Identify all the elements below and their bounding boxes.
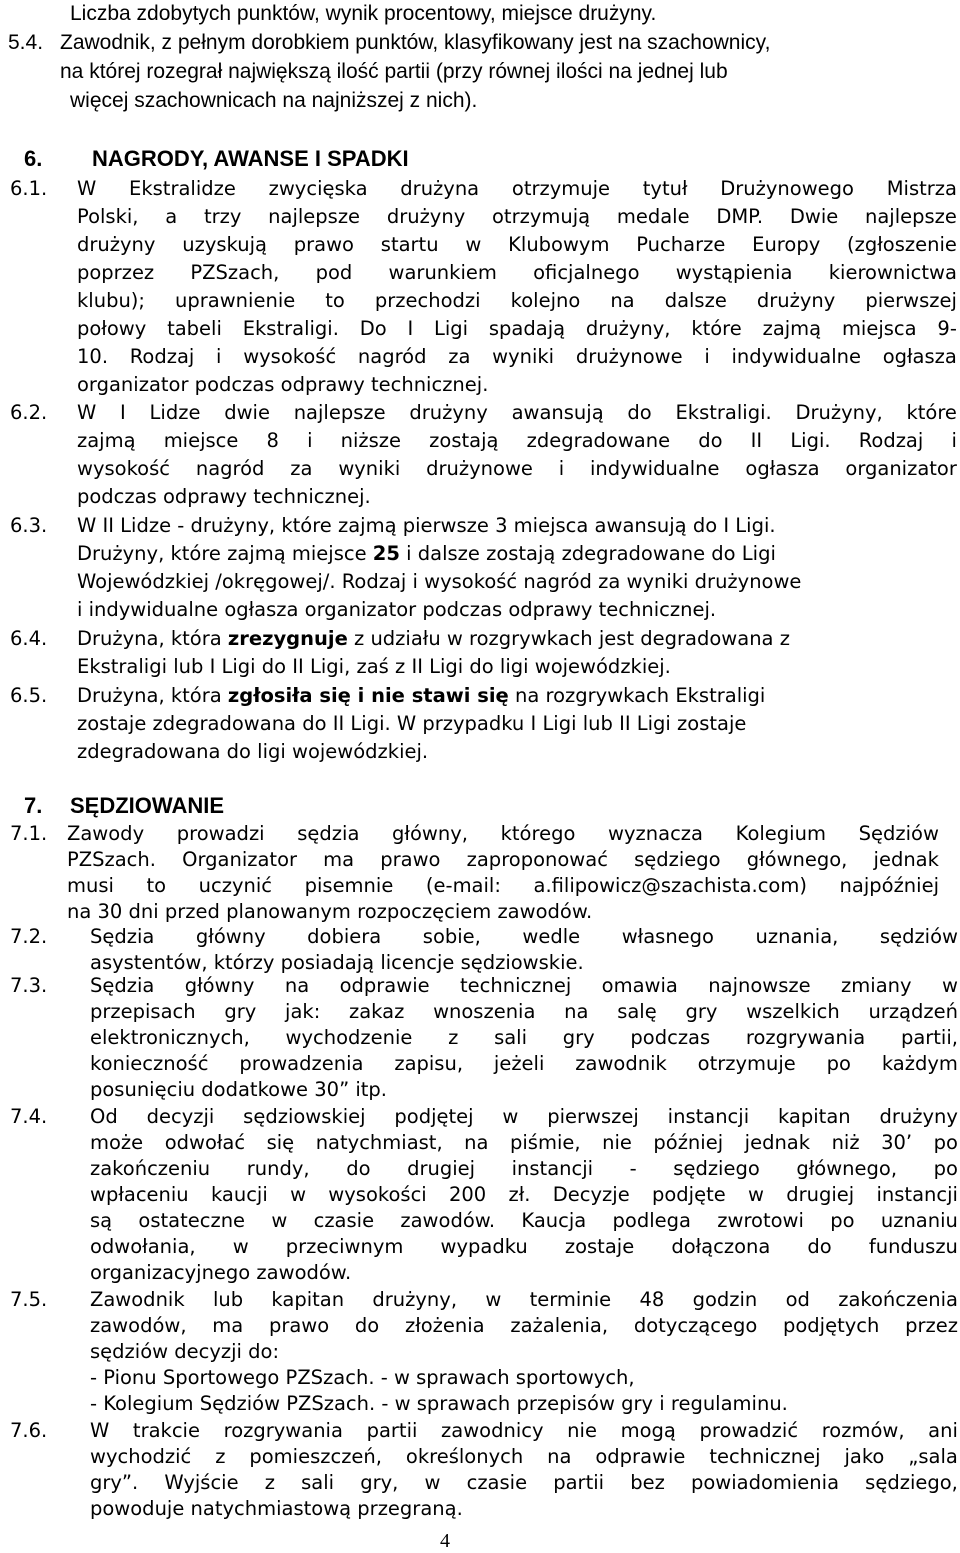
text-line: PZSzach. Organizator ma prawo zaproponować sędziego głównego, jednak bbox=[67, 848, 939, 871]
text-line: 10. Rodzaj i wysokość nagród za wyniki drużynowe i indywidualne ogłasza bbox=[77, 345, 957, 368]
text-line: odwołania, w przeciwnym wypadku zostaje dołączona do funduszu bbox=[90, 1235, 958, 1258]
text-line: elektronicznych, wychodzenie z sali gry podczas rozgrywania partii, bbox=[90, 1026, 958, 1049]
section-number: 7. bbox=[24, 793, 43, 818]
text-line: zostaje zdegradowana do II Ligi. W przypadku I Ligi lub II Ligi zostaje bbox=[77, 712, 747, 735]
paragraph-number: 6.2. bbox=[10, 401, 48, 424]
section-heading: NAGRODY, AWANSE I SPADKI bbox=[92, 146, 409, 171]
text-line: asystentów, którzy posiadają licencje sędziowskie. bbox=[90, 951, 584, 974]
text-line: - Pionu Sportowego PZSzach. - w sprawach sportowych, bbox=[90, 1366, 635, 1389]
section-heading: SĘDZIOWANIE bbox=[70, 793, 225, 818]
text-line: zakończeniu rundy, do drugiej instancji - sędziego głównego, po bbox=[90, 1157, 958, 1180]
paragraph-number: 7.3. bbox=[10, 974, 48, 997]
section-number: 6. bbox=[24, 146, 43, 171]
text-line: musi to uczynić pisemnie (e-mail: a.filipowicz@szachista.com) najpóźniej bbox=[67, 874, 939, 897]
text-line: Drużyny, które zajmą miejsce 25 i dalsze zostają zdegradowane do Ligi bbox=[77, 542, 776, 565]
text-line: Ekstraligi lub I Ligi do II Ligi, zaś z II Ligi do ligi wojewódzkiej. bbox=[77, 655, 671, 678]
text-line: Sędzia główny dobiera sobie, wedle własnego uznania, sędziów bbox=[90, 925, 958, 948]
text-line: zdegradowana do ligi wojewódzkiej. bbox=[77, 740, 429, 763]
text-line: wychodzić z pomieszczeń, określonych na odprawie technicznej jako „sala bbox=[90, 1445, 958, 1468]
text-line: drużyny uzyskują prawo startu w Klubowym Pucharze Europy (zgłoszenie bbox=[77, 233, 957, 256]
text-line: podczas odprawy technicznej. bbox=[77, 485, 371, 508]
text-line: zajmą miejsce 8 i niższe zostają zdegradowane do II Ligi. Rodzaj i bbox=[77, 429, 957, 452]
text-line: wpłaceniu kaucji w wysokości 200 zł. Decyzje podjęte w drugiej instancji bbox=[90, 1183, 958, 1206]
bold-phrase: zgłosiła się i nie stawi się bbox=[227, 684, 509, 707]
text-line: organizacyjnego zawodów. bbox=[90, 1261, 352, 1284]
text-line: W Ekstralidze zwycięska drużyna otrzymuje tytuł Drużynowego Mistrza bbox=[77, 177, 957, 200]
text-line: wysokość nagród za wyniki drużynowe i indywidualne ogłasza organizator bbox=[77, 457, 957, 480]
bold-phrase: zrezygnuje bbox=[227, 627, 348, 650]
text-line: powoduje natychmiastową przegraną. bbox=[90, 1497, 463, 1520]
text-line: może odwołać się natychmiast, na piśmie, nie później jednak niż 30’ po bbox=[90, 1131, 958, 1154]
text-line: Liczba zdobytych punktów, wynik procentowy, miejsce drużyny. bbox=[70, 2, 657, 25]
text-line: sędziów decyzji do: bbox=[90, 1340, 280, 1363]
text-line: konieczność prowadzenia zapisu, jeżeli zawodnik otrzymuje po każdym bbox=[90, 1052, 958, 1075]
text-line: przepisach gry jak: zakaz wnoszenia na salę gry wszelkich urządzeń bbox=[90, 1000, 958, 1023]
text-line: posunięciu dodatkowe 30” itp. bbox=[90, 1078, 388, 1101]
text-line: Zawodnik lub kapitan drużyny, w terminie 48 godzin od zakończenia bbox=[90, 1288, 958, 1311]
text-line: Zawody prowadzi sędzia główny, którego wyznacza Kolegium Sędziów bbox=[67, 822, 939, 845]
text-line: Sędzia główny na odprawie technicznej omawia najnowsze zmiany w bbox=[90, 974, 958, 997]
text-line: - Kolegium Sędziów PZSzach. - w sprawach przepisów gry i regulaminu. bbox=[90, 1392, 788, 1415]
bold-number: 25 bbox=[372, 542, 400, 565]
paragraph-number: 7.2. bbox=[10, 925, 48, 948]
text-line: Drużyna, która zrezygnuje z udziału w rozgrywkach jest degradowana z bbox=[77, 627, 790, 650]
page-number: 4 bbox=[440, 1530, 450, 1552]
text-line: połowy tabeli Ekstraligi. Do I Ligi spadają drużyny, które zajmą miejsca 9- bbox=[77, 317, 957, 340]
text-line: Od decyzji sędziowskiej podjętej w pierwszej instancji kapitan drużyny bbox=[90, 1105, 958, 1128]
paragraph-number: 7.6. bbox=[10, 1419, 48, 1442]
text-line: są ostateczne w czasie zawodów. Kaucja podlega zwrotowi po uznaniu bbox=[90, 1209, 958, 1232]
text-line: W I Lidze dwie najlepsze drużyny awansują do Ekstraligi. Drużyny, które bbox=[77, 401, 957, 424]
paragraph-number: 6.5. bbox=[10, 684, 48, 707]
paragraph-number: 6.1. bbox=[10, 177, 48, 200]
text-line: zawodów, ma prawo do złożenia zażalenia, dotyczącego podjętych przez bbox=[90, 1314, 958, 1337]
paragraph-number: 7.4. bbox=[10, 1105, 48, 1128]
text-line: W II Lidze - drużyny, które zajmą pierwsze 3 miejsca awansują do I Ligi. bbox=[77, 514, 776, 537]
text-line: więcej szachownicach na najniższej z nich). bbox=[70, 89, 478, 112]
text-line: na której rozegrał największą ilość partii (przy równej ilości na jednej lub bbox=[60, 60, 728, 83]
text-line: gry”. Wyjście z sali gry, w czasie partii bez powiadomienia sędziego, bbox=[90, 1471, 958, 1494]
paragraph-number: 6.3. bbox=[10, 514, 48, 537]
text-line: Drużyna, która zgłosiła się i nie stawi się na rozgrywkach Ekstraligi bbox=[77, 684, 766, 707]
text-line: organizator podczas odprawy technicznej. bbox=[77, 373, 489, 396]
text-line: Polski, a trzy najlepsze drużyny otrzymują medale DMP. Dwie najlepsze bbox=[77, 205, 957, 228]
paragraph-number: 6.4. bbox=[10, 627, 48, 650]
text-line: i indywidualne ogłasza organizator podczas odprawy technicznej. bbox=[77, 598, 717, 621]
text-line: W trakcie rozgrywania partii zawodnicy nie mogą prowadzić rozmów, ani bbox=[90, 1419, 958, 1442]
text-line: Wojewódzkiej /okręgowej/. Rodzaj i wysokość nagród za wyniki drużynowe bbox=[77, 570, 802, 593]
text-line: poprzez PZSzach, pod warunkiem oficjalnego wystąpienia kierownictwa bbox=[77, 261, 957, 284]
text-line: na 30 dni przed planowanym rozpoczęciem zawodów. bbox=[67, 900, 593, 923]
text-line: klubu); uprawnienie to przechodzi kolejno na dalsze drużyny pierwszej bbox=[77, 289, 957, 312]
paragraph-number: 5.4. bbox=[8, 31, 44, 54]
text-line: Zawodnik, z pełnym dorobkiem punktów, klasyfikowany jest na szachownicy, bbox=[60, 31, 771, 54]
paragraph-number: 7.1. bbox=[10, 822, 48, 845]
paragraph-number: 7.5. bbox=[10, 1288, 48, 1311]
